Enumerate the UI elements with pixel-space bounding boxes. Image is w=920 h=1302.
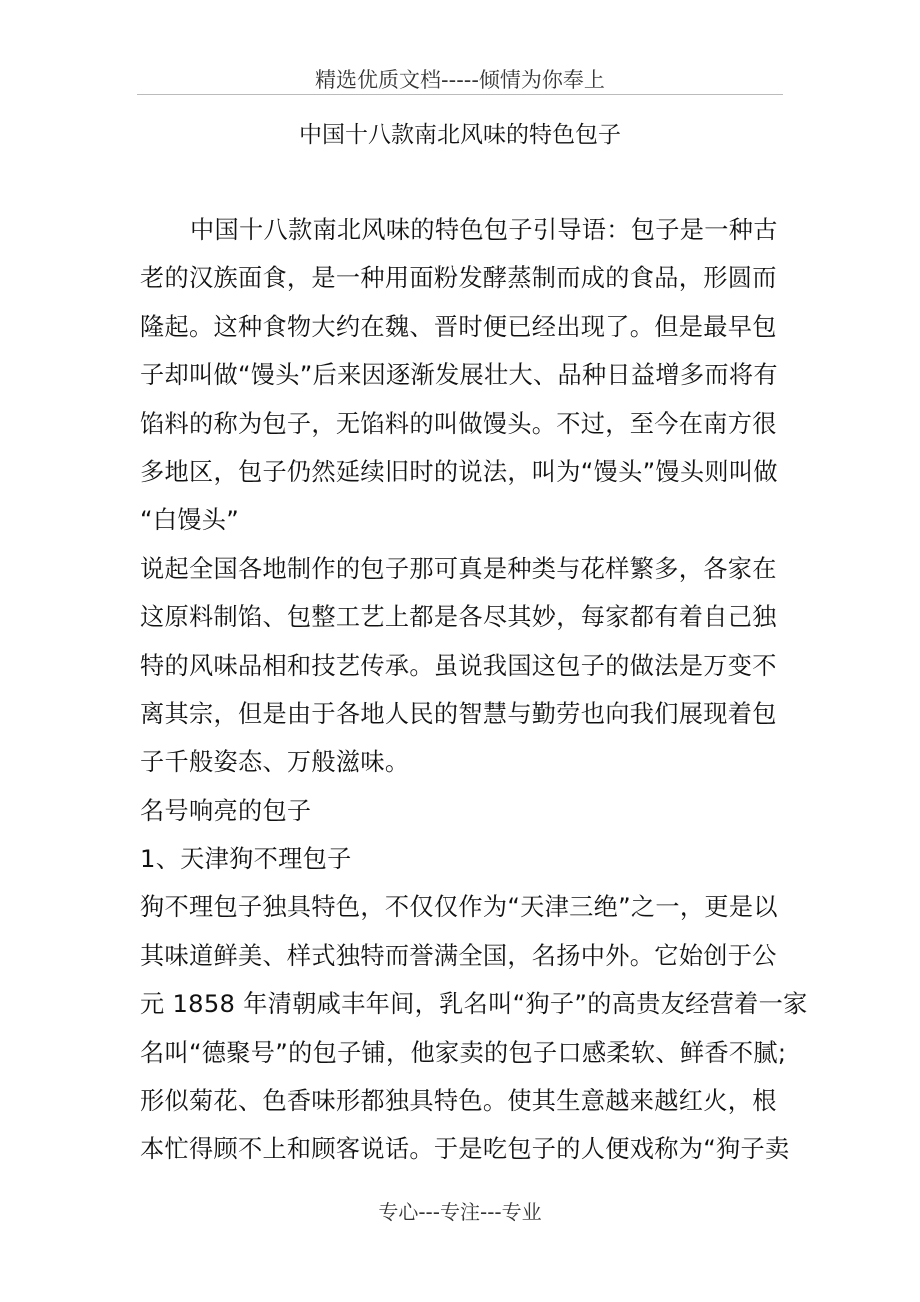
paragraph-line: 隆起。这种食物大约在魏、晋时便已经出现了。但是最早包 <box>140 312 777 341</box>
paragraph-line: “白馒头” <box>140 506 240 535</box>
paragraph-line: 多地区，包子仍然延续旧时的说法，叫为“馒头”馒头则叫做 <box>140 457 778 486</box>
paragraph-line: 子却叫做“馒头”后来因逐渐发展壮大、品种日益增多而将有 <box>140 361 778 390</box>
paragraph-line: 其味道鲜美、样式独特而誉满全国，名扬中外。它始创于公 <box>140 941 777 970</box>
paragraph-line: 离其宗，但是由于各地人民的智慧与勤劳也向我们展现着包 <box>140 699 777 728</box>
paragraph-line: 中国十八款南北风味的特色包子引导语：包子是一种古 <box>190 216 778 244</box>
paragraph-line: 特的风味品相和技艺传承。虽说我国这包子的做法是万变不 <box>140 651 777 680</box>
paragraph-line: 老的汉族面食，是一种用面粉发酵蒸制而成的食品，形圆而 <box>140 264 777 293</box>
section-heading: 名号响亮的包子 <box>140 796 312 825</box>
page-header: 精选优质文档-----倾情为你奉上 <box>315 68 605 92</box>
paragraph-line: 本忙得顾不上和顾客说话。于是吃包子的人便戏称为“狗子卖 <box>140 1135 790 1164</box>
paragraph-line: 名叫“德聚号”的包子铺，他家卖的包子口感柔软、鲜香不腻; <box>140 1038 787 1067</box>
paragraph-line: 元 1858 年清朝咸丰年间，乳名叫“狗子”的高贵友经营着一家 <box>140 990 808 1019</box>
paragraph-line: 形似菊花、色香味形都独具特色。使其生意越来越红火，根 <box>140 1087 777 1116</box>
paragraph-line: 说起全国各地制作的包子那可真是种类与花样繁多，各家在 <box>140 554 777 583</box>
document-body <box>140 212 808 1180</box>
document-title: 中国十八款南北风味的特色包子 <box>299 122 621 148</box>
paragraph-line: 这原料制馅、包整工艺上都是各尽其妙，每家都有着自己独 <box>140 603 777 632</box>
page-footer: 专心---专注---专业 <box>378 1200 542 1224</box>
header-divider <box>137 94 783 95</box>
paragraph-line: 狗不理包子独具特色，不仅仅作为“天津三绝”之一，更是以 <box>140 893 778 922</box>
paragraph-line: 馅料的称为包子，无馅料的叫做馒头。不过，至今在南方很 <box>140 409 777 438</box>
subsection-heading: 1、天津狗不理包子 <box>140 845 352 874</box>
paragraph-line: 子千般姿态、万般滋味。 <box>140 748 410 777</box>
